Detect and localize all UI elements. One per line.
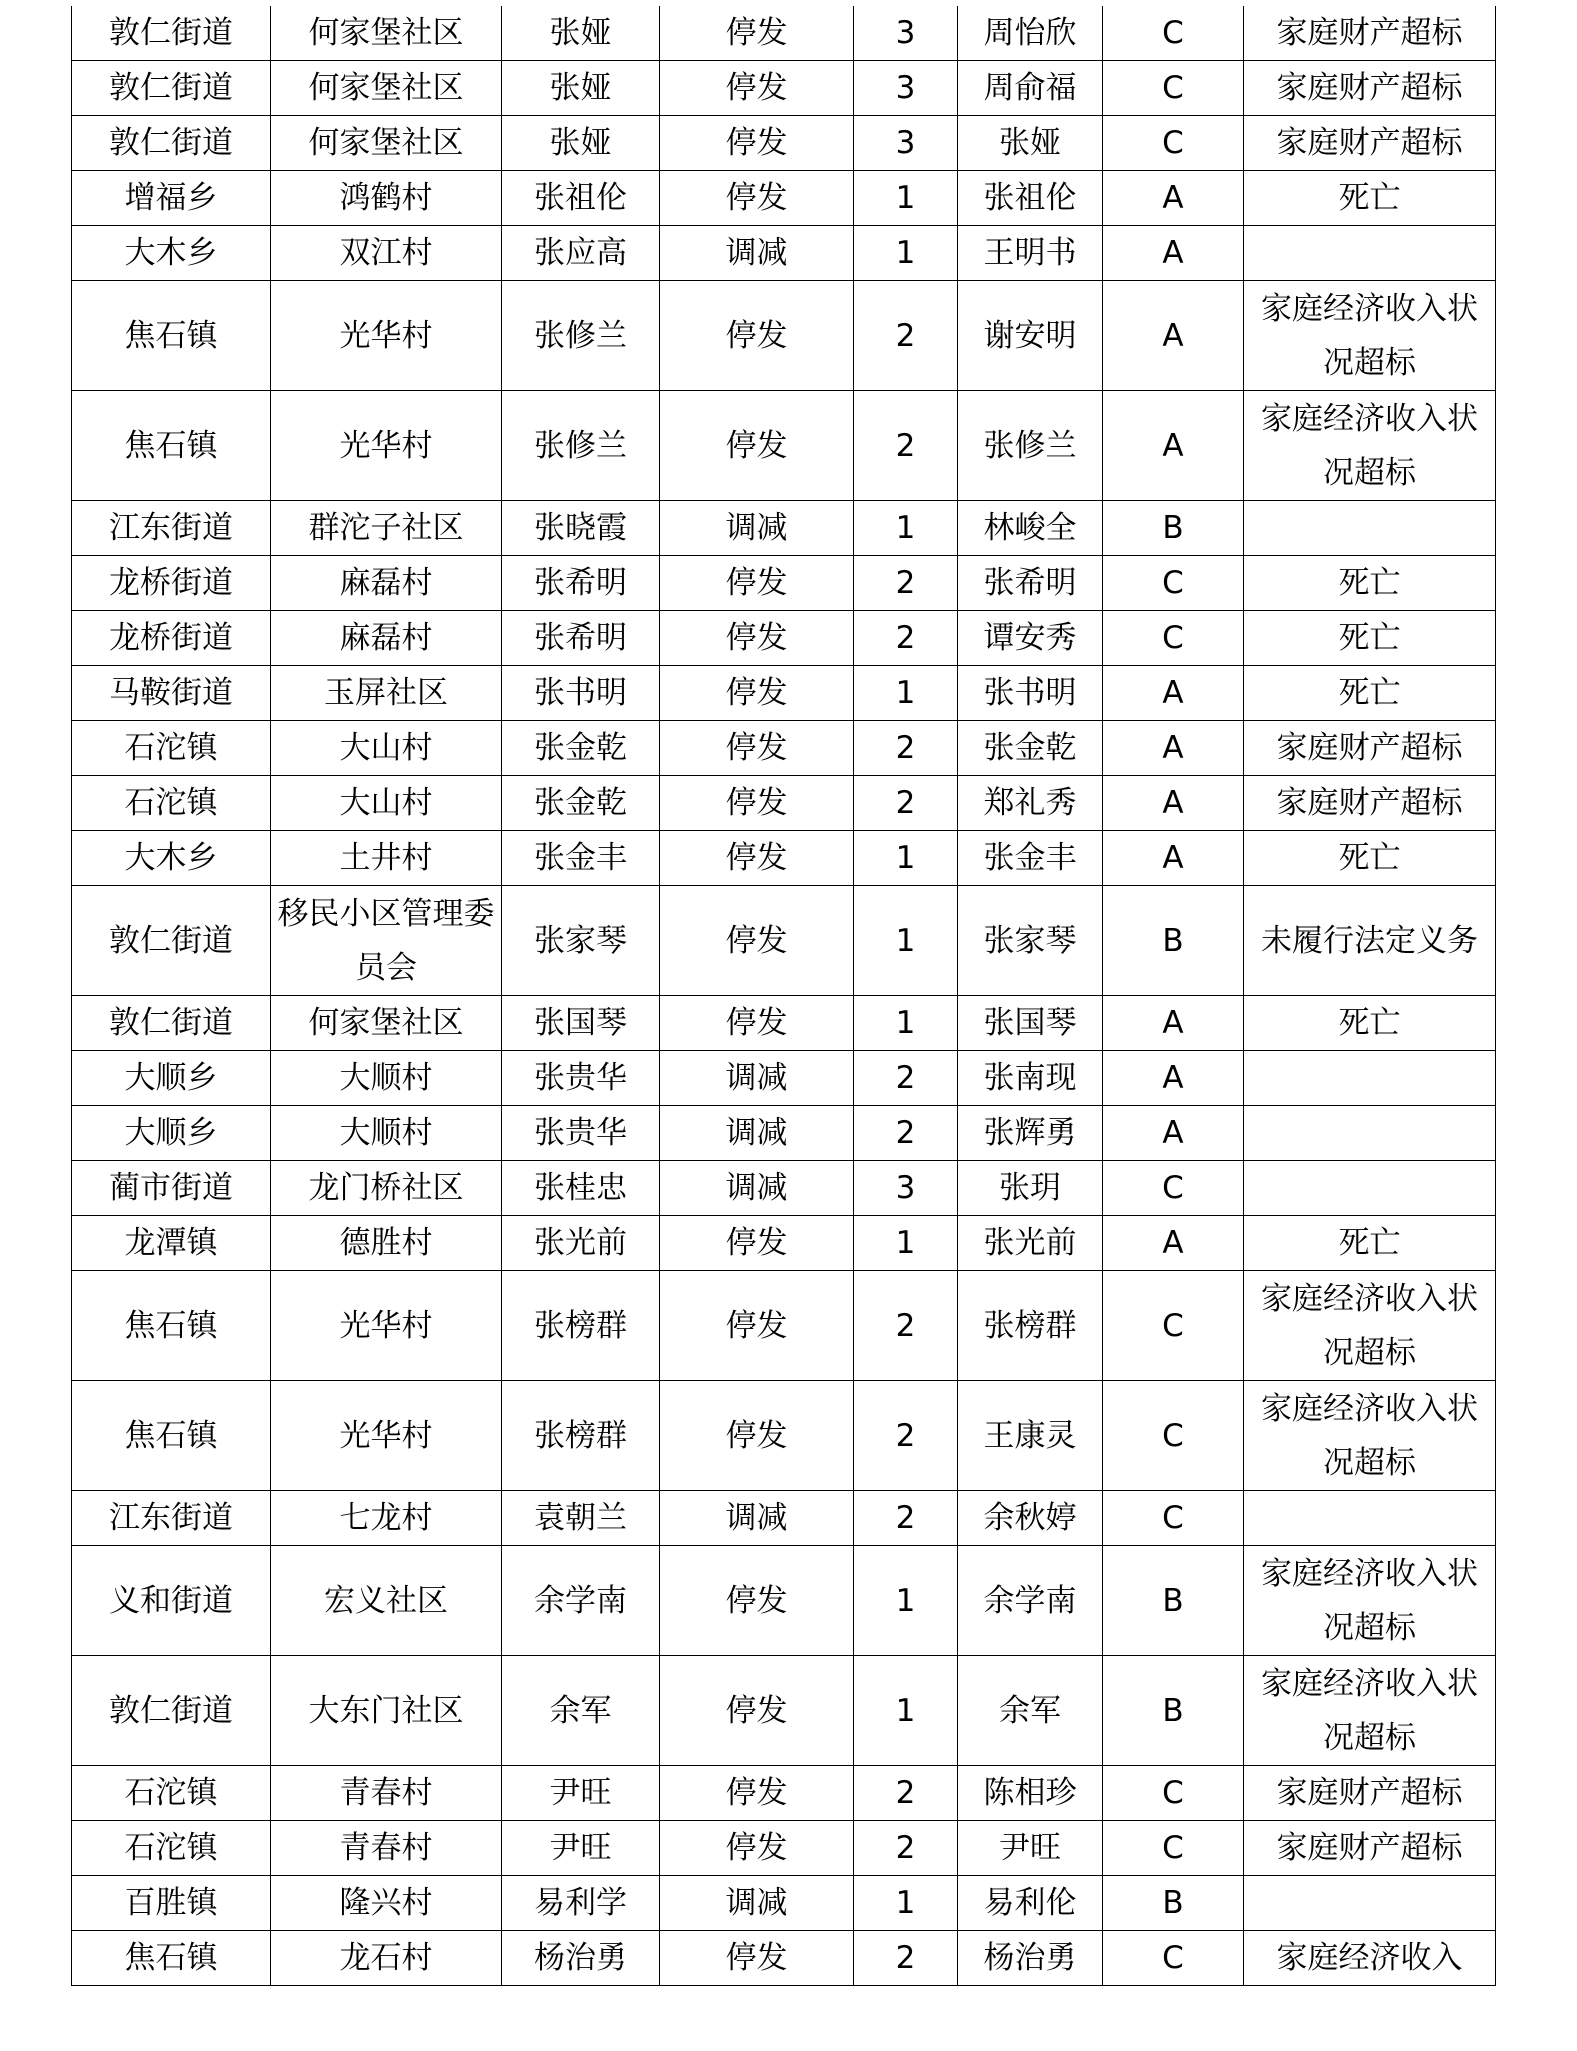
count-cell: 1 — [854, 171, 958, 226]
count-cell: 1 — [854, 666, 958, 721]
applicant-cell: 张金乾 — [502, 776, 660, 831]
member-cell: 张修兰 — [958, 391, 1103, 501]
count-cell: 2 — [854, 1381, 958, 1491]
member-cell: 王明书 — [958, 226, 1103, 281]
member-cell: 余学南 — [958, 1546, 1103, 1656]
member-cell: 张南现 — [958, 1051, 1103, 1106]
applicant-cell: 余军 — [502, 1656, 660, 1766]
member-cell: 张榜群 — [958, 1271, 1103, 1381]
applicant-cell: 张娅 — [502, 116, 660, 171]
category-cell: B — [1103, 1876, 1244, 1931]
applicant-cell: 张修兰 — [502, 391, 660, 501]
action-cell: 停发 — [660, 116, 854, 171]
table-row — [72, 391, 1496, 501]
applicant-cell: 张国琴 — [502, 996, 660, 1051]
member-cell: 张书明 — [958, 666, 1103, 721]
community-cell: 德胜村 — [271, 1216, 502, 1271]
category-cell: A — [1103, 391, 1244, 501]
count-cell: 3 — [854, 116, 958, 171]
street-cell: 焦石镇 — [72, 391, 271, 501]
applicant-cell: 杨治勇 — [502, 1931, 660, 1986]
reason-cell: 家庭经济收入状况超标 — [1244, 391, 1496, 501]
community-cell: 隆兴村 — [271, 1876, 502, 1931]
category-cell: C — [1103, 6, 1244, 61]
street-cell: 石沱镇 — [72, 1821, 271, 1876]
count-cell: 2 — [854, 776, 958, 831]
count-cell: 2 — [854, 611, 958, 666]
category-cell: B — [1103, 886, 1244, 996]
table-row — [72, 61, 1496, 116]
reason-cell: 家庭经济收入状况超标 — [1244, 1546, 1496, 1656]
reason-cell: 家庭财产超标 — [1244, 1821, 1496, 1876]
category-cell: A — [1103, 226, 1244, 281]
street-cell: 增福乡 — [72, 171, 271, 226]
table-row — [72, 1491, 1496, 1546]
action-cell: 停发 — [660, 556, 854, 611]
table-row — [72, 1216, 1496, 1271]
street-cell: 江东街道 — [72, 1491, 271, 1546]
action-cell: 停发 — [660, 61, 854, 116]
street-cell: 焦石镇 — [72, 1381, 271, 1491]
table-row — [72, 1656, 1496, 1766]
table-row — [72, 1106, 1496, 1161]
community-cell: 大顺村 — [271, 1051, 502, 1106]
street-cell: 龙潭镇 — [72, 1216, 271, 1271]
community-cell: 光华村 — [271, 391, 502, 501]
reason-cell: 死亡 — [1244, 831, 1496, 886]
table-row — [72, 281, 1496, 391]
action-cell: 停发 — [660, 831, 854, 886]
member-cell: 余军 — [958, 1656, 1103, 1766]
community-cell: 大山村 — [271, 776, 502, 831]
community-cell: 何家堡社区 — [271, 116, 502, 171]
table-row — [72, 666, 1496, 721]
applicant-cell: 尹旺 — [502, 1766, 660, 1821]
reason-cell: 家庭经济收入状况超标 — [1244, 1381, 1496, 1491]
reason-cell: 家庭财产超标 — [1244, 1766, 1496, 1821]
reason-cell: 家庭经济收入状况超标 — [1244, 281, 1496, 391]
action-cell: 停发 — [660, 611, 854, 666]
count-cell: 1 — [854, 886, 958, 996]
applicant-cell: 张应高 — [502, 226, 660, 281]
category-cell: C — [1103, 611, 1244, 666]
community-cell: 大山村 — [271, 721, 502, 776]
table-row — [72, 556, 1496, 611]
action-cell: 调减 — [660, 226, 854, 281]
count-cell: 2 — [854, 1821, 958, 1876]
action-cell: 调减 — [660, 501, 854, 556]
table-row — [72, 1931, 1496, 1986]
member-cell: 张金丰 — [958, 831, 1103, 886]
member-cell: 周俞福 — [958, 61, 1103, 116]
table-row — [72, 1821, 1496, 1876]
street-cell: 敦仁街道 — [72, 6, 271, 61]
reason-cell: 未履行法定义务 — [1244, 886, 1496, 996]
applicant-cell: 张贵华 — [502, 1051, 660, 1106]
street-cell: 百胜镇 — [72, 1876, 271, 1931]
community-cell: 何家堡社区 — [271, 61, 502, 116]
community-cell: 宏义社区 — [271, 1546, 502, 1656]
count-cell: 2 — [854, 556, 958, 611]
reason-cell — [1244, 1161, 1496, 1216]
action-cell: 调减 — [660, 1106, 854, 1161]
reason-cell — [1244, 1876, 1496, 1931]
applicant-cell: 张娅 — [502, 6, 660, 61]
street-cell: 焦石镇 — [72, 1271, 271, 1381]
street-cell: 石沱镇 — [72, 1766, 271, 1821]
applicant-cell: 余学南 — [502, 1546, 660, 1656]
action-cell: 停发 — [660, 776, 854, 831]
applicant-cell: 张榜群 — [502, 1271, 660, 1381]
category-cell: B — [1103, 501, 1244, 556]
applicant-cell: 张贵华 — [502, 1106, 660, 1161]
count-cell: 2 — [854, 1106, 958, 1161]
member-cell: 张国琴 — [958, 996, 1103, 1051]
community-cell: 七龙村 — [271, 1491, 502, 1546]
count-cell: 3 — [854, 1161, 958, 1216]
count-cell: 2 — [854, 1931, 958, 1986]
member-cell: 谢安明 — [958, 281, 1103, 391]
street-cell: 龙桥街道 — [72, 556, 271, 611]
applicant-cell: 张祖伦 — [502, 171, 660, 226]
street-cell: 大顺乡 — [72, 1051, 271, 1106]
reason-cell: 死亡 — [1244, 1216, 1496, 1271]
table-row — [72, 501, 1496, 556]
street-cell: 义和街道 — [72, 1546, 271, 1656]
table-row — [72, 1051, 1496, 1106]
table-row — [72, 996, 1496, 1051]
member-cell: 谭安秀 — [958, 611, 1103, 666]
count-cell: 1 — [854, 1876, 958, 1931]
count-cell: 2 — [854, 1051, 958, 1106]
action-cell: 停发 — [660, 1656, 854, 1766]
table-row — [72, 1766, 1496, 1821]
count-cell: 3 — [854, 6, 958, 61]
member-cell: 林峻全 — [958, 501, 1103, 556]
count-cell: 1 — [854, 226, 958, 281]
reason-cell — [1244, 1491, 1496, 1546]
action-cell: 停发 — [660, 886, 854, 996]
category-cell: C — [1103, 116, 1244, 171]
street-cell: 马鞍街道 — [72, 666, 271, 721]
reason-cell — [1244, 226, 1496, 281]
category-cell: C — [1103, 1821, 1244, 1876]
count-cell: 1 — [854, 831, 958, 886]
action-cell: 调减 — [660, 1051, 854, 1106]
street-cell: 石沱镇 — [72, 721, 271, 776]
reason-cell: 死亡 — [1244, 996, 1496, 1051]
category-cell: C — [1103, 61, 1244, 116]
reason-cell — [1244, 1051, 1496, 1106]
category-cell: A — [1103, 1051, 1244, 1106]
count-cell: 1 — [854, 1216, 958, 1271]
reason-cell: 家庭经济收入状况超标 — [1244, 1656, 1496, 1766]
member-cell: 陈相珍 — [958, 1766, 1103, 1821]
reason-cell — [1244, 1106, 1496, 1161]
category-cell: B — [1103, 1656, 1244, 1766]
table-row — [72, 171, 1496, 226]
category-cell: C — [1103, 1161, 1244, 1216]
street-cell: 敦仁街道 — [72, 116, 271, 171]
action-cell: 调减 — [660, 1876, 854, 1931]
reason-cell: 家庭财产超标 — [1244, 6, 1496, 61]
applicant-cell: 张修兰 — [502, 281, 660, 391]
applicant-cell: 张晓霞 — [502, 501, 660, 556]
reason-cell: 死亡 — [1244, 666, 1496, 721]
applicant-cell: 易利学 — [502, 1876, 660, 1931]
category-cell: A — [1103, 281, 1244, 391]
reason-cell: 家庭经济收入 — [1244, 1931, 1496, 1986]
category-cell: A — [1103, 1106, 1244, 1161]
community-cell: 土井村 — [271, 831, 502, 886]
street-cell: 江东街道 — [72, 501, 271, 556]
category-cell: A — [1103, 171, 1244, 226]
community-cell: 光华村 — [271, 281, 502, 391]
table-row — [72, 886, 1496, 996]
member-cell: 易利伦 — [958, 1876, 1103, 1931]
member-cell: 张希明 — [958, 556, 1103, 611]
category-cell: A — [1103, 831, 1244, 886]
count-cell: 1 — [854, 501, 958, 556]
action-cell: 停发 — [660, 1546, 854, 1656]
table-row — [72, 6, 1496, 61]
member-cell: 张祖伦 — [958, 171, 1103, 226]
applicant-cell: 张家琴 — [502, 886, 660, 996]
community-cell: 龙石村 — [271, 1931, 502, 1986]
category-cell: A — [1103, 1216, 1244, 1271]
action-cell: 停发 — [660, 1381, 854, 1491]
category-cell: A — [1103, 666, 1244, 721]
member-cell: 余秋婷 — [958, 1491, 1103, 1546]
community-cell: 鸿鹤村 — [271, 171, 502, 226]
table-row — [72, 1161, 1496, 1216]
community-cell: 群沱子社区 — [271, 501, 502, 556]
member-cell: 郑礼秀 — [958, 776, 1103, 831]
member-cell: 尹旺 — [958, 1821, 1103, 1876]
community-cell: 光华村 — [271, 1381, 502, 1491]
table-row — [72, 776, 1496, 831]
table-row — [72, 1546, 1496, 1656]
category-cell: A — [1103, 776, 1244, 831]
count-cell: 1 — [854, 996, 958, 1051]
reason-cell: 家庭财产超标 — [1244, 721, 1496, 776]
table-row — [72, 721, 1496, 776]
street-cell: 敦仁街道 — [72, 61, 271, 116]
community-cell: 龙门桥社区 — [271, 1161, 502, 1216]
action-cell: 停发 — [660, 721, 854, 776]
table-row — [72, 116, 1496, 171]
applicant-cell: 张娅 — [502, 61, 660, 116]
community-cell: 麻磊村 — [271, 556, 502, 611]
action-cell: 停发 — [660, 1821, 854, 1876]
street-cell: 焦石镇 — [72, 281, 271, 391]
street-cell: 大顺乡 — [72, 1106, 271, 1161]
applicant-cell: 袁朝兰 — [502, 1491, 660, 1546]
applicant-cell: 张榜群 — [502, 1381, 660, 1491]
member-cell: 张娅 — [958, 116, 1103, 171]
action-cell: 停发 — [660, 1216, 854, 1271]
table-row — [72, 1381, 1496, 1491]
street-cell: 石沱镇 — [72, 776, 271, 831]
reason-cell: 家庭财产超标 — [1244, 61, 1496, 116]
member-cell: 张光前 — [958, 1216, 1103, 1271]
reason-cell: 死亡 — [1244, 556, 1496, 611]
table-body — [72, 6, 1496, 1986]
community-cell: 何家堡社区 — [271, 996, 502, 1051]
street-cell: 敦仁街道 — [72, 886, 271, 996]
table-row — [72, 1271, 1496, 1381]
action-cell: 停发 — [660, 996, 854, 1051]
applicant-cell: 尹旺 — [502, 1821, 660, 1876]
community-cell: 双江村 — [271, 226, 502, 281]
community-cell: 麻磊村 — [271, 611, 502, 666]
member-cell: 杨治勇 — [958, 1931, 1103, 1986]
category-cell: C — [1103, 1766, 1244, 1821]
street-cell: 大木乡 — [72, 831, 271, 886]
count-cell: 3 — [854, 61, 958, 116]
reason-cell: 家庭经济收入状况超标 — [1244, 1271, 1496, 1381]
community-cell: 移民小区管理委员会 — [271, 886, 502, 996]
action-cell: 停发 — [660, 281, 854, 391]
member-cell: 张辉勇 — [958, 1106, 1103, 1161]
street-cell: 敦仁街道 — [72, 1656, 271, 1766]
applicant-cell: 张希明 — [502, 611, 660, 666]
category-cell: C — [1103, 556, 1244, 611]
data-table — [71, 6, 1496, 1986]
street-cell: 蔺市街道 — [72, 1161, 271, 1216]
count-cell: 2 — [854, 1491, 958, 1546]
action-cell: 调减 — [660, 1491, 854, 1546]
action-cell: 停发 — [660, 171, 854, 226]
action-cell: 停发 — [660, 1271, 854, 1381]
member-cell: 王康灵 — [958, 1381, 1103, 1491]
applicant-cell: 张金丰 — [502, 831, 660, 886]
action-cell: 停发 — [660, 391, 854, 501]
reason-cell: 家庭财产超标 — [1244, 116, 1496, 171]
applicant-cell: 张金乾 — [502, 721, 660, 776]
action-cell: 停发 — [660, 666, 854, 721]
reason-cell — [1244, 501, 1496, 556]
member-cell: 张玥 — [958, 1161, 1103, 1216]
reason-cell: 死亡 — [1244, 171, 1496, 226]
category-cell: B — [1103, 1546, 1244, 1656]
count-cell: 2 — [854, 1766, 958, 1821]
street-cell: 焦石镇 — [72, 1931, 271, 1986]
street-cell: 龙桥街道 — [72, 611, 271, 666]
applicant-cell: 张书明 — [502, 666, 660, 721]
count-cell: 1 — [854, 1656, 958, 1766]
category-cell: C — [1103, 1381, 1244, 1491]
count-cell: 2 — [854, 281, 958, 391]
member-cell: 张家琴 — [958, 886, 1103, 996]
table-row — [72, 831, 1496, 886]
count-cell: 2 — [854, 1271, 958, 1381]
action-cell: 停发 — [660, 1766, 854, 1821]
street-cell: 敦仁街道 — [72, 996, 271, 1051]
community-cell: 青春村 — [271, 1821, 502, 1876]
applicant-cell: 张桂忠 — [502, 1161, 660, 1216]
community-cell: 玉屏社区 — [271, 666, 502, 721]
reason-cell: 家庭财产超标 — [1244, 776, 1496, 831]
reason-cell: 死亡 — [1244, 611, 1496, 666]
community-cell: 大顺村 — [271, 1106, 502, 1161]
count-cell: 2 — [854, 721, 958, 776]
action-cell: 调减 — [660, 1161, 854, 1216]
street-cell: 大木乡 — [72, 226, 271, 281]
count-cell: 1 — [854, 1546, 958, 1656]
category-cell: A — [1103, 996, 1244, 1051]
table-row — [72, 226, 1496, 281]
category-cell: C — [1103, 1931, 1244, 1986]
category-cell: A — [1103, 721, 1244, 776]
table-row — [72, 611, 1496, 666]
action-cell: 停发 — [660, 1931, 854, 1986]
count-cell: 2 — [854, 391, 958, 501]
member-cell: 周怡欣 — [958, 6, 1103, 61]
community-cell: 青春村 — [271, 1766, 502, 1821]
community-cell: 光华村 — [271, 1271, 502, 1381]
applicant-cell: 张光前 — [502, 1216, 660, 1271]
community-cell: 大东门社区 — [271, 1656, 502, 1766]
member-cell: 张金乾 — [958, 721, 1103, 776]
community-cell: 何家堡社区 — [271, 6, 502, 61]
applicant-cell: 张希明 — [502, 556, 660, 611]
category-cell: C — [1103, 1491, 1244, 1546]
table-row — [72, 1876, 1496, 1931]
category-cell: C — [1103, 1271, 1244, 1381]
action-cell: 停发 — [660, 6, 854, 61]
